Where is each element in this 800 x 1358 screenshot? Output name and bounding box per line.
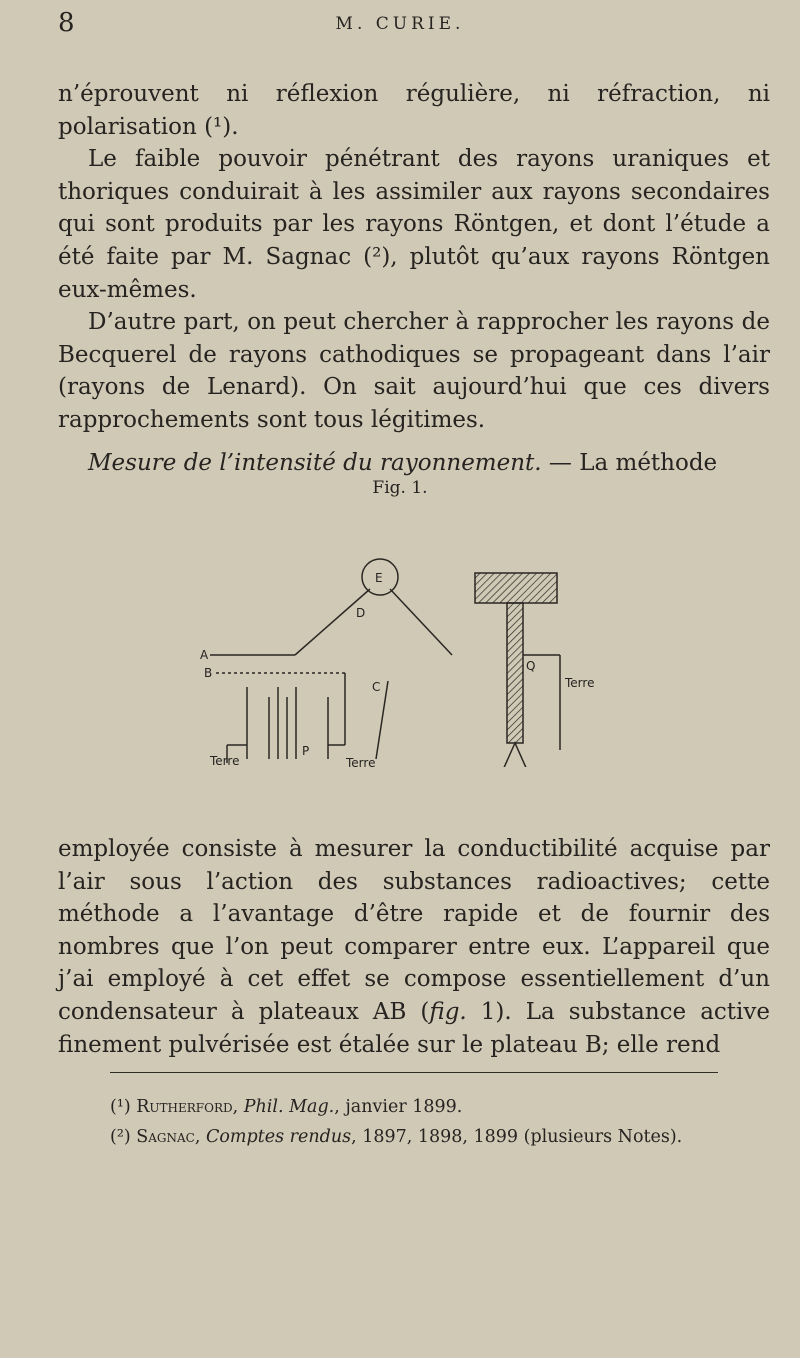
footnote-1 — [110, 1092, 790, 1122]
apparatus-diagram — [180, 505, 620, 767]
label-e: E — [375, 571, 383, 585]
paragraph — [58, 833, 770, 1061]
fig-reference: fig. — [429, 998, 467, 1025]
section-paragraph — [58, 447, 770, 480]
quartz-rod — [507, 603, 523, 743]
text-block-top — [58, 78, 770, 479]
footnote-rest: , 1897, 1898, 1899 (plusieurs Notes). — [351, 1127, 683, 1147]
weight-h — [490, 743, 540, 767]
footnotes — [110, 1092, 790, 1152]
text-block-bottom — [58, 833, 770, 1061]
page-number: 8 — [58, 8, 75, 38]
footnote-2 — [110, 1122, 790, 1152]
footnote-author: Rutherford — [136, 1097, 233, 1117]
label-q: Q — [526, 659, 536, 673]
footnote-rule — [110, 1072, 718, 1073]
footnote-mark: (²) — [110, 1127, 137, 1147]
label-b: B — [204, 666, 213, 680]
footnote-rest: , janvier 1899. — [334, 1097, 463, 1117]
footnote-journal: Comptes rendus — [205, 1127, 352, 1147]
label-p: P — [302, 744, 310, 758]
figure-caption: Fig. 1. — [372, 478, 428, 498]
paragraph-text: employée consiste à mesurer la conductibilité acquise par l’air sous l’action des substances radioactives; cette méthode a l’avantage d’être rapide et de fournir des nombres que l’on peut comparer entre eux. L’appareil que j’ai employé à cet effet se compose essentiellement d’un condensateur à plateaux AB ( — [58, 836, 770, 1025]
wire-eq — [390, 589, 452, 655]
paragraph: D’autre part, on peut chercher à rapprocher les rayons de Becquerel de rayons cathodiques se propageant dans l’air (rayons de Lenard). On sait aujourd’hui que ces divers rapprochements sont tous légitimes. — [58, 309, 770, 433]
footnote-journal: Phil. Mag. — [243, 1097, 335, 1117]
label-a: A — [200, 648, 209, 662]
label-d: D — [356, 606, 366, 620]
footnote-mark: (¹) — [110, 1097, 137, 1117]
section-text: — La méthode — [541, 449, 718, 476]
label-terre-right: Terre — [565, 676, 595, 690]
paragraph: n’éprouvent ni réflexion régulière, ni réfraction, ni polarisation (¹). — [58, 81, 770, 140]
label-c: C — [372, 680, 381, 694]
paragraph-text-end: 1). La substance active finement pulvérisée est étalée sur le plateau B; elle rend — [58, 998, 770, 1058]
footnote-sep: , — [194, 1127, 206, 1147]
paragraph: Le faible pouvoir pénétrant des rayons uraniques et thoriques conduirait à les assimiler aux rayons secondaires qui sont produits par les rayons Röntgen, et dont l’étude a été faite par M. Sagnac (²), plutôt qu’aux rayons Röntgen eux-mêmes. — [58, 146, 770, 303]
running-head: M. CURIE. — [335, 14, 465, 34]
wire-ea — [295, 589, 370, 655]
label-terre-mid: Terre — [346, 756, 376, 767]
section-heading: Mesure de l’intensité du rayonnement. — [88, 449, 542, 476]
figure-1 — [180, 505, 620, 771]
label-terre-left: Terre — [210, 754, 240, 767]
footnote-sep: , — [232, 1097, 244, 1117]
quartz-support — [475, 573, 557, 603]
footnote-author: Sagnac — [136, 1127, 195, 1147]
